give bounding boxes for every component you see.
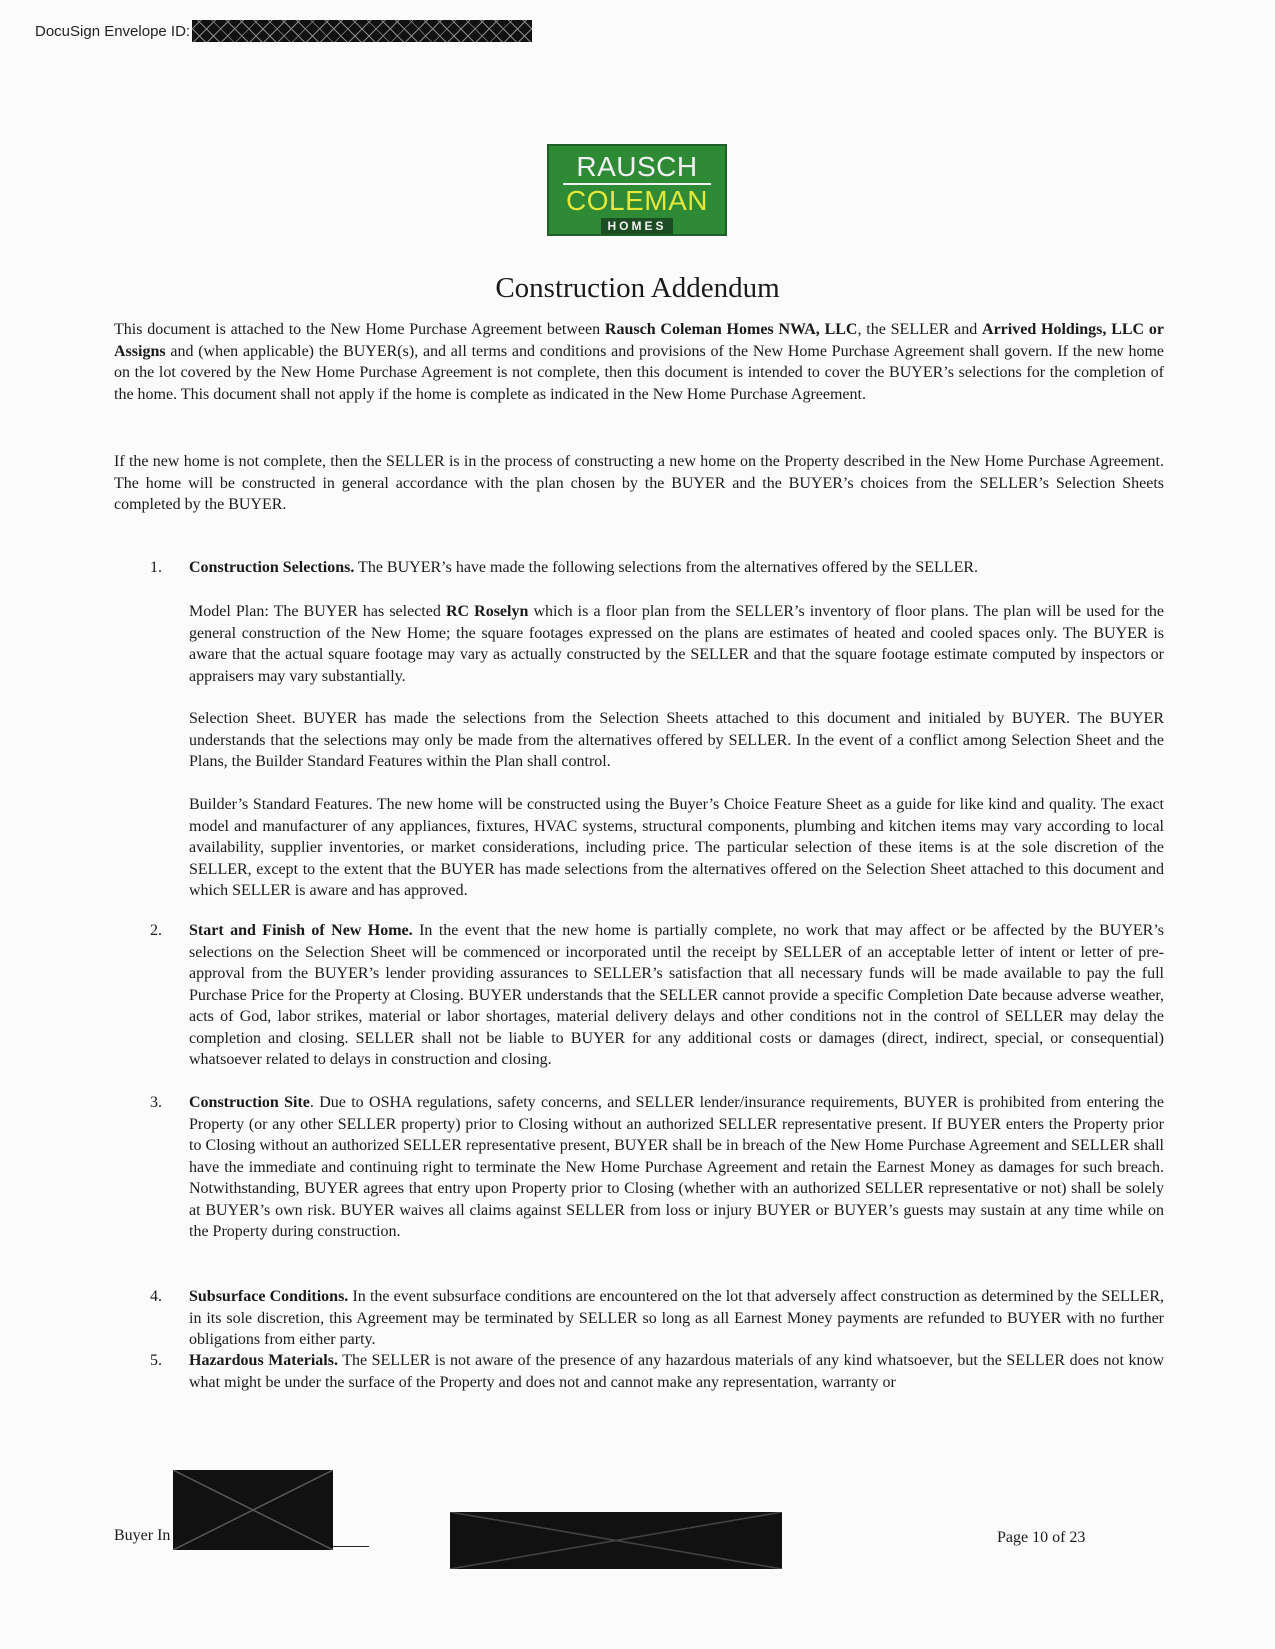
envelope-label: DocuSign Envelope ID: <box>35 22 191 40</box>
section-text: In the event subsurface conditions are encountered on the lot that adversely affect construction as determined by the SELLER, in its sole discretion, this Agreement may be terminated by SELLER so long as all Earnest Money payments are refunded to BUYER with no further obligations from either party. <box>189 1288 1165 1348</box>
redacted-signature <box>450 1512 782 1569</box>
section-heading: Hazardous Materials. <box>189 1352 338 1369</box>
section-text: The BUYER’s have made the following selections from the alternatives offered by the SELLER. <box>354 559 979 576</box>
docusign-envelope-id <box>35 20 532 42</box>
section-heading: Construction Selections. <box>189 559 355 576</box>
standard-features-paragraph: Builder’s Standard Features. The new home will be constructed using the Buyer’s Choice Feature Sheet as a guide for like kind and quality. The exact model and manufacturer of any appliances, fixtures, HVAC systems, structural components, plumbing and kitchen items may vary according to local availability, supplier inventories, or market considerations, including price. The particular selection of these items is at the sole discretion of the SELLER, except to the extent that the BUYER has made selections from the alternatives offered on the Selection Sheet attached to this document and which SELLER is aware and has approved. <box>189 796 1164 899</box>
intro-text-b: , the SELLER and <box>857 321 983 338</box>
intro-text-c: and (when applicable) the BUYER(s), and all terms and conditions and provisions of the New Home Purchase Agreement shall govern. If the new home on the lot covered by the New Home Purchase Agreement is not complete, then this document is intended to cover the BUYER’s selections for the completion of the home. This document shall not apply if the home is complete as indicated in the New Home Purchase Agreement. <box>114 342 1164 403</box>
section-number: 3. <box>150 1094 162 1111</box>
section-number: 1. <box>150 559 162 576</box>
intro-text-a: This document is attached to the New Home Purchase Agreement between <box>114 321 605 338</box>
section-heading: Construction Site <box>189 1094 310 1111</box>
logo-line-2: COLEMAN <box>566 185 708 216</box>
section-number: 2. <box>150 922 162 939</box>
redacted-initials <box>173 1470 333 1550</box>
seller-name: Rausch Coleman Homes NWA, LLC <box>604 321 858 338</box>
model-text-a: Model Plan: The BUYER has selected <box>189 603 446 620</box>
logo-line-1: RAUSCH <box>576 151 698 182</box>
section-text: . Due to OSHA regulations, safety concerns, and SELLER lender/insurance requirements, BUYER is prohibited from entering the Property (or any other SELLER property) prior to Closing without an authorized SELLER representative present. If BUYER enters the Property prior to Closing without an authorized SELLER representative present, BUYER shall be in breach of the New Home Purchase Agreement and SELLER shall have the immediate and continuing right to terminate the New Home Purchase Agreement and retain the Earnest Money as damages for such breach. Notwithstanding, BUYER agrees that entry upon Property prior to Closing (whether with an authorized SELLER representative or not) shall be solely at BUYER’s own risk. BUYER waives all claims against SELLER from loss or injury BUYER or BUYER’s guests may sustain at any time while on the Property during construction. <box>189 1094 1165 1240</box>
section-text: The SELLER is not aware of the presence of any hazardous materials of any kind whatsoever, but the SELLER does not know what might be under the surface of the Property and does not and cannot make any representation, warranty or <box>189 1352 1164 1391</box>
section-4 <box>150 1286 1164 1351</box>
selection-sheet-paragraph: Selection Sheet. BUYER has made the selections from the Selection Sheets attached to this document and initialed by BUYER. The BUYER understands that the selections may only be made from the alternatives offered by SELLER. In the event of a conflict among Selection Sheet and the Plans, the Builder Standard Features within the Plan shall control. <box>189 710 1164 770</box>
model-plan-paragraph <box>189 601 1164 687</box>
document-title: Construction Addendum <box>495 272 780 304</box>
company-logo <box>547 144 727 236</box>
section-1 <box>150 557 1164 579</box>
section-heading: Start and Finish of New Home. <box>189 922 413 939</box>
section-heading: Subsurface Conditions. <box>189 1288 349 1305</box>
model-plan-name: RC Roselyn <box>445 603 529 620</box>
buyer-initials-label: Buyer In <box>114 1527 171 1544</box>
section-2 <box>150 920 1164 1071</box>
section-text: In the event that the new home is partially complete, no work that may affect or be affected by the BUYER’s selections on the Selection Sheet will be commenced or incorporated until the receipt by SELLER of an acceptable letter of intent or letter of pre-approval from the BUYER’s lender providing assurances to SELLER’s satisfaction that all necessary funds will be made available to pay the full Purchase Price for the Property at Closing. BUYER understands that the SELLER cannot provide a specific Completion Date because adverse weather, acts of God, labor strikes, material or labor shortages, material delivery delays and other conditions not in the control of SELLER may delay the completion and closing. SELLER shall not be liable to BUYER for any additional costs or damages (direct, indirect, special, or consequential) whatsoever related to delays in construction and closing. <box>189 922 1164 1068</box>
section-3 <box>150 1092 1164 1243</box>
redacted-envelope-id <box>192 20 532 42</box>
intro-paragraph-1 <box>114 319 1164 405</box>
page-number: Page 10 of 23 <box>997 1529 1086 1546</box>
section-number: 4. <box>150 1288 162 1305</box>
buyer-name: Arrived Holdings, LLC or Assigns <box>114 321 1164 360</box>
intro-paragraph-2: If the new home is not complete, then the SELLER is in the process of constructing a new home on the Property described in the New Home Purchase Agreement. The home will be constructed in general accordance with the plan chosen by the BUYER and the BUYER’s choices from the SELLER’s Selection Sheets completed by the BUYER. <box>114 453 1164 513</box>
logo-line-3: HOMES <box>601 218 672 234</box>
section-number: 5. <box>150 1352 162 1369</box>
section-5 <box>150 1350 1164 1393</box>
model-text-b: which is a floor plan from the SELLER’s inventory of floor plans. The plan will be used for the general construction of the New Home; the square footages expressed on the plans are estimates of heated and cooled spaces only. The BUYER is aware that the actual square footage may vary as actually constructed by the SELLER and that the square footage estimate computed by inspectors or appraisers may vary substantially. <box>189 603 1164 685</box>
